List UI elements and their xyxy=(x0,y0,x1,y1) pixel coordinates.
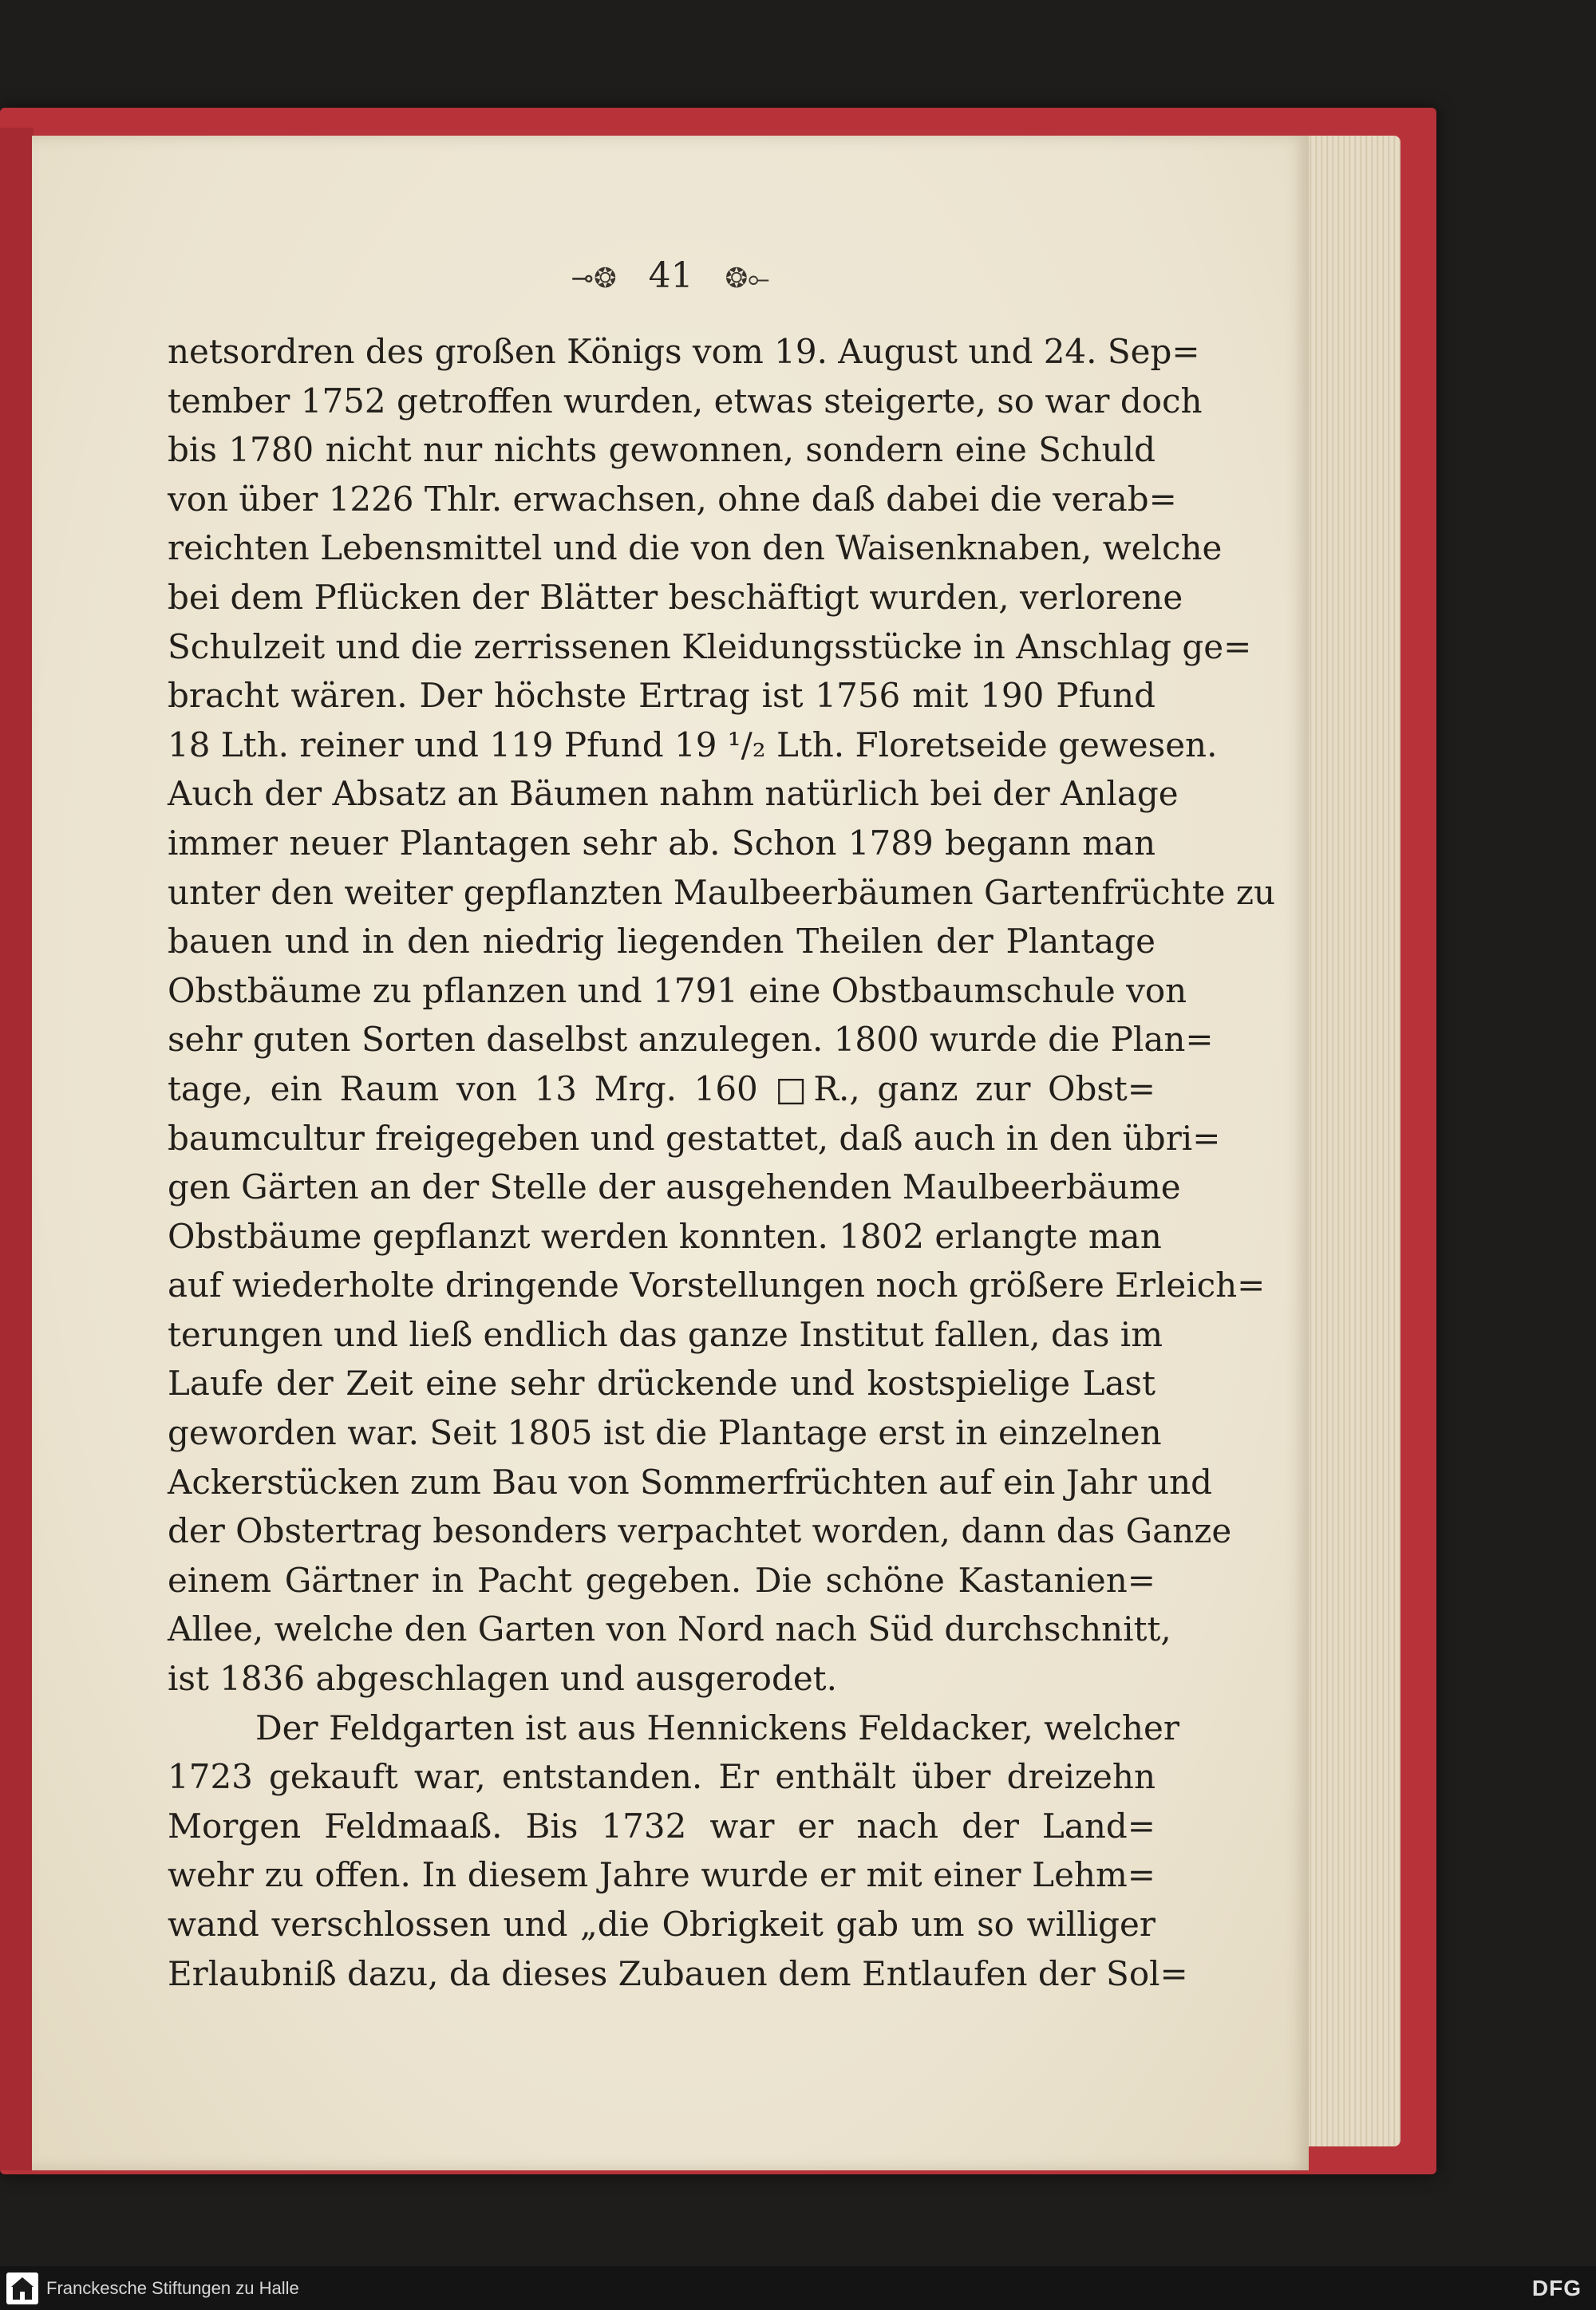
text-line: tember 1752 getroffen wurden, etwas steigerte, so war doch xyxy=(168,381,1203,421)
text-line: terungen und ließ endlich das ganze Institut fallen, das im xyxy=(168,1314,1163,1354)
book-page xyxy=(32,136,1309,2170)
dfg-mark[interactable]: DFG xyxy=(1531,2276,1582,2300)
text-line: geworden war. Seit 1805 ist die Plantage erst in einzelnen xyxy=(168,1413,1162,1453)
institution-logo-icon[interactable] xyxy=(6,2272,38,2304)
text-line: sehr guten Sorten daselbst anzulegen. 1800 wurde die Plan= xyxy=(168,1020,1214,1060)
text-line: bis 1780 nicht nur nichts gewonnen, sondern eine Schuld xyxy=(168,430,1156,470)
text-line: unter den weiter gepflanzten Maulbeerbäumen Gartenfrüchte zu xyxy=(168,872,1276,912)
text-line: Laufe der Zeit eine sehr drückende und kostspielige Last xyxy=(168,1364,1156,1404)
text-line: Allee, welche den Garten von Nord nach Süd durchschnitt, xyxy=(168,1609,1171,1649)
text-line: Obstbäume gepflanzt werden konnten. 1802 erlangte man xyxy=(168,1216,1162,1256)
text-line: bracht wären. Der höchste Ertrag ist 1756 mit 190 Pfund xyxy=(168,676,1156,716)
text-line: Erlaubniß dazu, da dieses Zubauen dem Entlaufen der Sol= xyxy=(168,1953,1188,1993)
text-line: 18 Lth. reiner und 119 Pfund 19 ¹/₂ Lth. Floretseide gewesen. xyxy=(168,725,1218,764)
text-line: Auch der Absatz an Bäumen nahm natürlich bei der Anlage xyxy=(168,774,1179,814)
text-line: baumcultur freigegeben und gestattet, daß auch in den übri= xyxy=(168,1118,1221,1158)
page-number: 41 xyxy=(648,255,693,296)
body-text xyxy=(168,327,1276,1998)
text-line: netsordren des großen Königs vom 19. August und 24. Sep= xyxy=(168,332,1200,371)
text-line: reichten Lebensmittel und die von den Waisenknaben, welche xyxy=(168,528,1223,568)
text-line: wehr zu offen. In diesem Jahre wurde er mit einer Lehm= xyxy=(168,1855,1156,1895)
text-line: der Obstertrag besonders verpachtet worden, dann das Ganze xyxy=(168,1511,1232,1551)
right-ornament-icon: ❂⟜ xyxy=(725,263,770,294)
text-line: von über 1226 Thlr. erwachsen, ohne daß dabei die verab= xyxy=(168,479,1177,519)
text-line: bei dem Pflücken der Blätter beschäftigt wurden, verlorene xyxy=(168,577,1183,617)
text-line: Obstbäume zu pflanzen und 1791 eine Obstbaumschule von xyxy=(168,970,1187,1010)
text-line: Der Feldgarten ist aus Hennickens Feldacker, welcher xyxy=(255,1708,1179,1747)
page-header xyxy=(32,255,1309,296)
text-line: Morgen Feldmaaß. Bis 1732 war er nach der Land= xyxy=(168,1806,1156,1846)
text-line: gen Gärten an der Stelle der ausgehenden Maulbeerbäume xyxy=(168,1167,1181,1207)
page-edges xyxy=(1301,136,1400,2146)
text-line: 1723 gekauft war, entstanden. Er enthält über dreizehn xyxy=(168,1757,1156,1797)
text-line: ist 1836 abgeschlagen und ausgerodet. xyxy=(168,1659,837,1699)
text-line: Ackerstücken zum Bau von Sommerfrüchten auf ein Jahr und xyxy=(168,1462,1213,1502)
text-line: wand verschlossen und „die Obrigkeit gab um so williger xyxy=(168,1905,1156,1944)
text-line: auf wiederholte dringende Vorstellungen noch größere Erleich= xyxy=(168,1266,1266,1305)
left-ornament-icon: ⊸❂ xyxy=(571,263,617,294)
cover-left-edge xyxy=(0,128,34,2170)
text-line: bauen und in den niedrig liegenden Theilen der Plantage xyxy=(168,922,1156,962)
text-line: immer neuer Plantagen sehr ab. Schon 1789 begann man xyxy=(168,823,1156,863)
text-line: einem Gärtner in Pacht gegeben. Die schöne Kastanien= xyxy=(168,1560,1156,1600)
viewer-footer xyxy=(0,2266,1596,2310)
institution-name[interactable]: Franckesche Stiftungen zu Halle xyxy=(46,2278,299,2298)
text-line: Schulzeit und die zerrissenen Kleidungsstücke in Anschlag ge= xyxy=(168,626,1252,666)
text-line: tage, ein Raum von 13 Mrg. 160 □R., ganz zur Obst= xyxy=(168,1068,1156,1108)
